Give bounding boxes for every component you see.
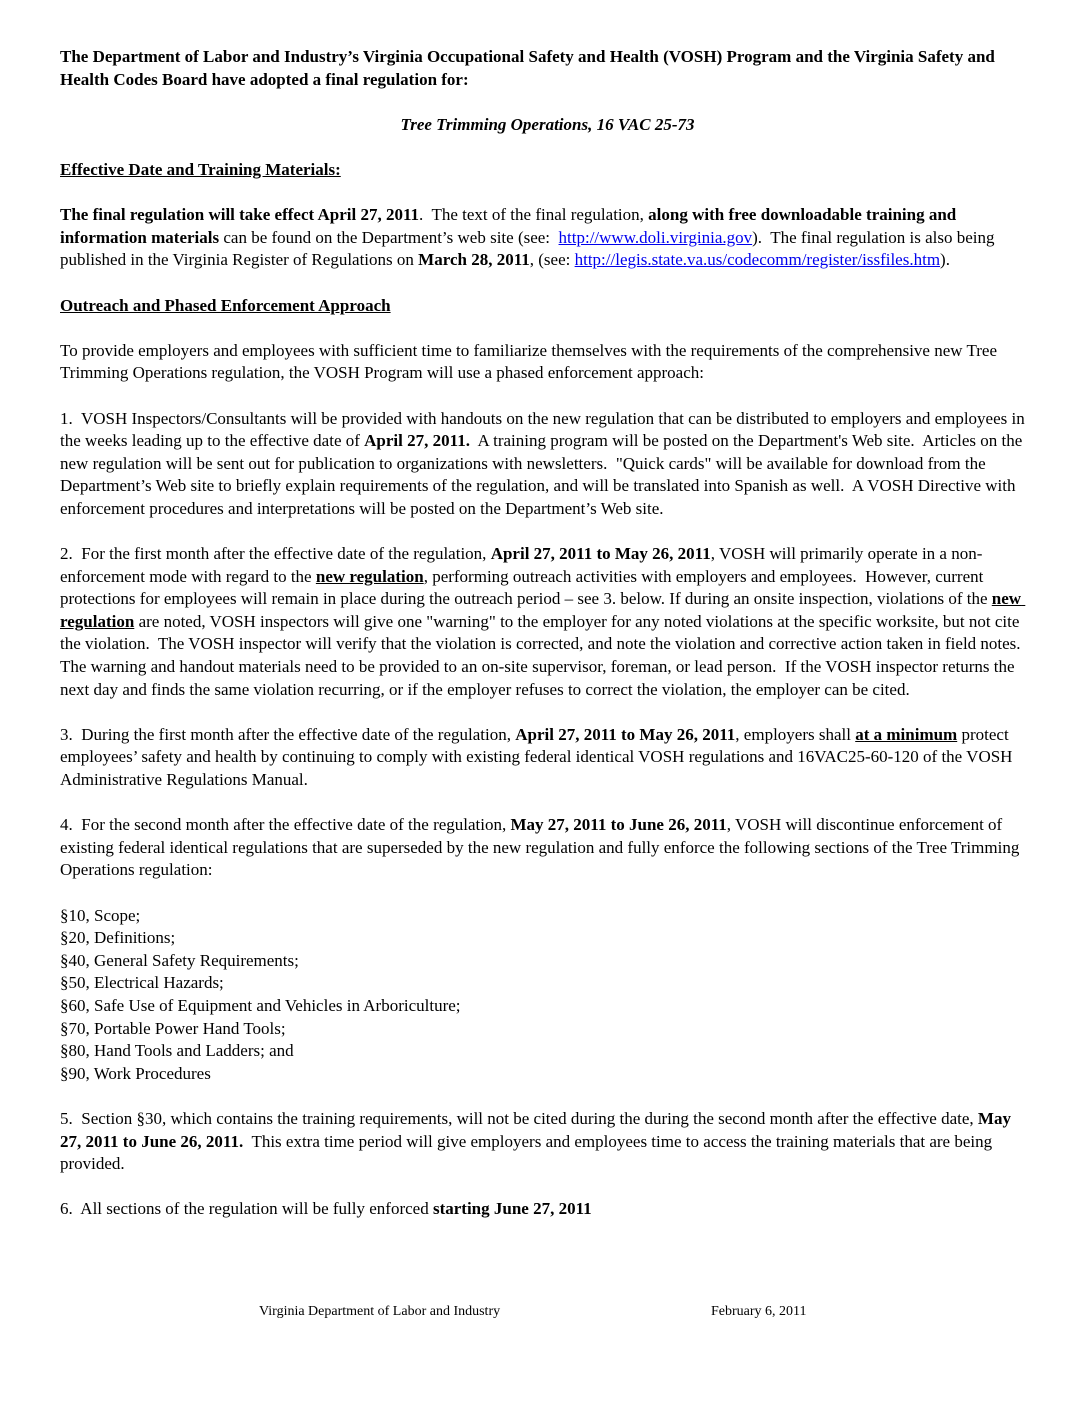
numbered-item-5	[60, 1108, 1035, 1176]
text-segment: 4. For the second month after the effective date of the regulation,	[60, 815, 511, 835]
text-segment: A training program will be posted on the Department's Web site. Articles on the new regulation will be sent out for publication to organizations with newsletters. "Quick cards" will be available for download from the Department’s Web site to briefly explain requirements of the regulation, and will be translated into Spanish as well. A VOSH Directive with enforcement procedures and interpretations will be posted on the Department’s Web site.	[60, 431, 1027, 518]
text-segment: April 27, 2011.	[364, 431, 470, 451]
text-segment: The Department of Labor and Industry’s Virginia Occupational Safety and Health (VOSH) Program and the Virginia Safety and Health Codes Board have adopted a final regulation for:	[60, 47, 1000, 89]
text-segment: May 27, 2011 to June 26, 2011	[510, 815, 727, 835]
effective-date-paragraph	[60, 204, 1035, 272]
heading-outreach	[60, 295, 1035, 318]
outreach-intro-paragraph	[60, 340, 1035, 385]
numbered-item-4	[60, 814, 1035, 882]
text-segment: 1. VOSH Inspectors/Consultants will be provided with handouts on the new regulation that can be distributed to employers and employees in the weeks leading up to the effective date of	[60, 408, 1029, 451]
section-list-item: §20, Definitions;	[60, 928, 176, 948]
text-segment: Tree Trimming Operations, 16 VAC 25-73	[400, 114, 695, 134]
hyperlink[interactable]: http://www.doli.virginia.gov	[558, 227, 753, 247]
text-segment: new regulation	[60, 589, 1026, 631]
text-segment: , performing outreach activities with employers and employees. However, current protections for employees will remain in place during the outreach period – see 3. below. If during an onsite inspection, violations of the	[60, 566, 992, 609]
section-list-item: §10, Scope;	[60, 905, 141, 925]
text-segment: 3. During the first month after the effective date of the regulation,	[60, 724, 516, 744]
text-segment: April 27, 2011 to May 26, 2011	[515, 724, 736, 744]
text-segment: Outreach and Phased Enforcement Approach	[60, 295, 391, 315]
section-list-item: §70, Portable Power Hand Tools;	[60, 1018, 286, 1038]
text-segment: Effective Date and Training Materials:	[60, 159, 341, 179]
text-segment: starting June 27, 2011	[432, 1199, 592, 1219]
text-segment: , VOSH will primarily operate in a non-enforcement mode with regard to the	[60, 544, 983, 586]
text-segment: . The text of the final regulation,	[419, 205, 649, 225]
section-list-item: §80, Hand Tools and Ladders; and	[60, 1041, 294, 1061]
text-segment: new regulation	[315, 566, 424, 586]
footer-date-text: February 6, 2011	[711, 1304, 807, 1319]
text-segment: , (see:	[529, 250, 575, 270]
text-segment: can be found on the Department’s web site (see:	[219, 227, 559, 247]
section-list-item: §40, General Safety Requirements;	[60, 950, 299, 970]
text-segment: are noted, VOSH inspectors will give one "warning" to the employer for any noted violations at the specific worksite, but not cite the violation. The VOSH inspector will verify that the violation is corrected, and note the violation and corrective action taken in field notes. The warning and handout materials need to be provided to an on-site supervisor, foreman, or lead person. If the VOSH inspector returns the next day and finds the same violation recurring, or if the employer refuses to correct the violation, the employer can be cited.	[60, 611, 1029, 699]
hyperlink[interactable]: http://legis.state.va.us/codecomm/register/issfiles.htm	[574, 250, 941, 270]
text-segment: The final regulation will take effect April 27, 2011	[60, 205, 420, 225]
numbered-item-3	[60, 724, 1035, 792]
section-list-item: §60, Safe Use of Equipment and Vehicles in Arboriculture;	[60, 995, 461, 1015]
intro-paragraph	[60, 46, 1035, 91]
text-segment: ).	[940, 250, 950, 270]
text-segment: May 27, 2011 to June 26, 2011.	[60, 1108, 1016, 1151]
footer-department-text: Virginia Department of Labor and Industry	[259, 1304, 501, 1319]
section-list	[60, 905, 1035, 1086]
text-segment: at a minimum	[855, 724, 958, 744]
section-list-item: §90, Work Procedures	[60, 1063, 211, 1083]
numbered-item-1	[60, 408, 1035, 521]
text-segment: along with free downloadable training and information materials	[60, 205, 961, 247]
text-segment: March 28, 2011	[418, 250, 530, 270]
section-list-item: §50, Electrical Hazards;	[60, 973, 224, 993]
document-page	[60, 46, 1035, 1243]
text-segment: 2. For the first month after the effective date of the regulation,	[60, 544, 491, 564]
text-segment: 6. All sections of the regulation will be fully enforced	[60, 1199, 433, 1219]
text-segment: , VOSH will discontinue enforcement of existing federal identical regulations that are superseded by the new regulation and fully enforce the following sections of the Tree Trimming Operations regulation:	[60, 815, 1024, 880]
text-segment: ). The final regulation is also being published in the Virginia Register of Regulations on	[60, 227, 999, 270]
text-segment: April 27, 2011 to May 26, 2011	[490, 544, 711, 564]
numbered-item-6	[60, 1198, 1035, 1221]
text-segment: , employers shall	[735, 724, 856, 744]
document-title	[60, 114, 1035, 137]
text-segment: To provide employers and employees with sufficient time to familiarize themselves with the requirements of the comprehensive new Tree Trimming Operations regulation, the VOSH Program will use a phased enforcement approach:	[60, 340, 1001, 383]
heading-effective-date	[60, 159, 1035, 182]
text-segment: 5. Section §30, which contains the training requirements, will not be cited during the during the second month after the effective date,	[60, 1108, 978, 1128]
text-segment: protect employees’ safety and health by continuing to comply with existing federal identical VOSH regulations and 16VAC25-60-120 of the VOSH Administrative Regulations Manual.	[60, 724, 1016, 789]
numbered-item-2	[60, 543, 1035, 701]
text-segment: This extra time period will give employers and employees time to access the training materials that are being provided.	[60, 1131, 997, 1174]
